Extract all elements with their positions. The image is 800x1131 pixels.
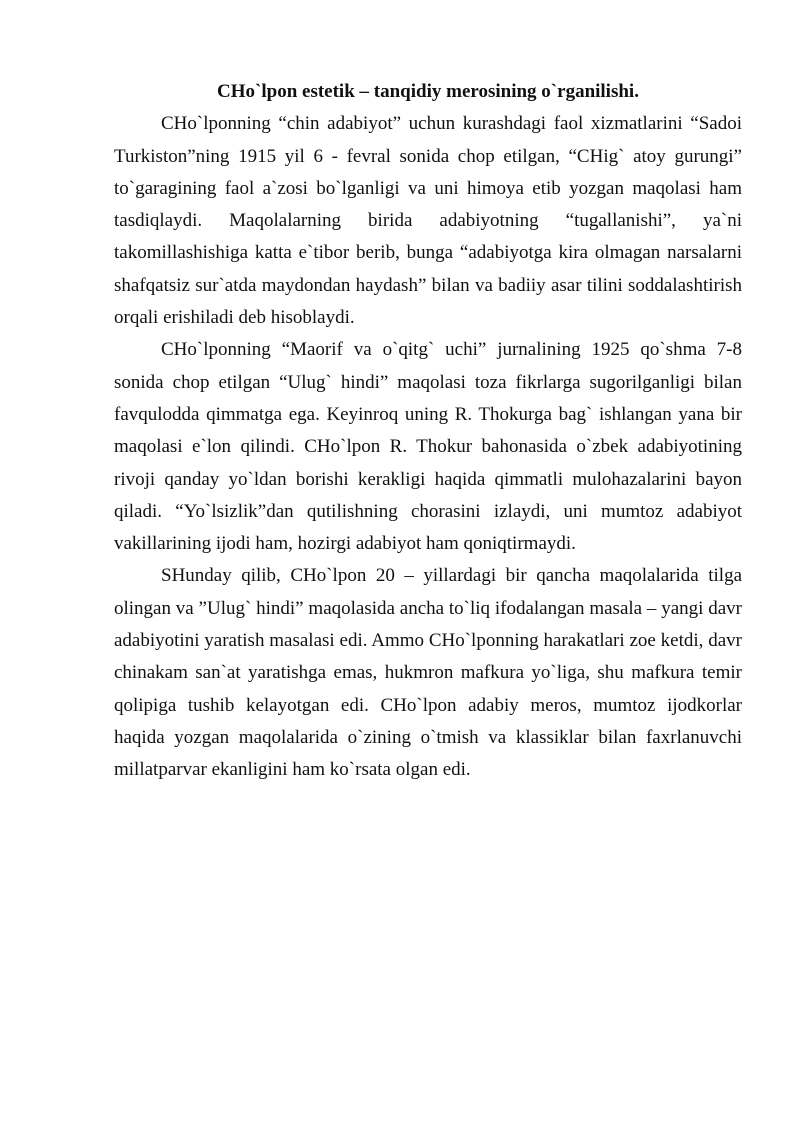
paragraph-3: SHunday qilib, CHo`lpon 20 – yillardagi bir qancha maqolalarida tilga olingan va ”Ulug` hindi” maqolasida ancha to`liq ifodalangan masala – yangi davr adabiyotini yaratish masalasi edi. Ammo CHo`lponning harakatlari zoe ketdi, davr chinakam san`at yaratishga emas, hukmron mafkura yo`liga, shu mafkura temir qolipiga tushib kelayotgan edi. CHo`lpon adabiy meros, mumtoz ijodkorlar haqida yozgan maqolalarida o`zining o`tmish va klassiklar bilan faxrlanuvchi millatparvar ekanligini ham ko`rsata olgan edi. xyxy=(114,565,742,781)
document-body xyxy=(114,76,742,787)
paragraph-2: CHo`lponning “Maorif va o`qitg` uchi” jurnalining 1925 qo`shma 7-8 sonida chop etilgan “Ulug` hindi” maqolasi toza fikrlarga sugorilganligi bilan favqulodda qimmatga ega. Keyinroq uning R. Thokurga bag` ishlangan yana bir maqolasi e`lon qilindi. CHo`lpon R. Thokur bahonasida o`zbek adabiyotining rivoji qanday yo`ldan borishi kerakligi haqida qimmatli mulohazalarini bayon qiladi. “Yo`lsizlik”dan qutilishning chorasini izlaydi, uni mumtoz adabiyot vakillarining ijodi ham, hozirgi adabiyot ham qoniqtirmaydi. xyxy=(114,339,742,555)
paragraph-1: CHo`lponning “chin adabiyot” uchun kurashdagi faol xizmatlarini “Sadoi Turkiston”ning 1915 yil 6 - fevral sonida chop etilgan, “CHig` atoy gurungi” to`garagining faol a`zosi bo`lganligi va uni himoya etib yozgan maqolasi ham tasdiqlaydi. Maqolalarning birida adabiyotning “tugallanishi”, ya`ni takomillashishiga katta e`tibor berib, bunga “adabiyotga kira olmagan narsalarni shafqatsiz sur`atda maydondan haydash” bilan va badiiy asar tilini soddalashtirish orqali erishiladi deb hisoblaydi. xyxy=(114,113,742,329)
document-title: CHo`lpon estetik – tanqidiy merosining o`rganilishi. xyxy=(217,81,639,102)
